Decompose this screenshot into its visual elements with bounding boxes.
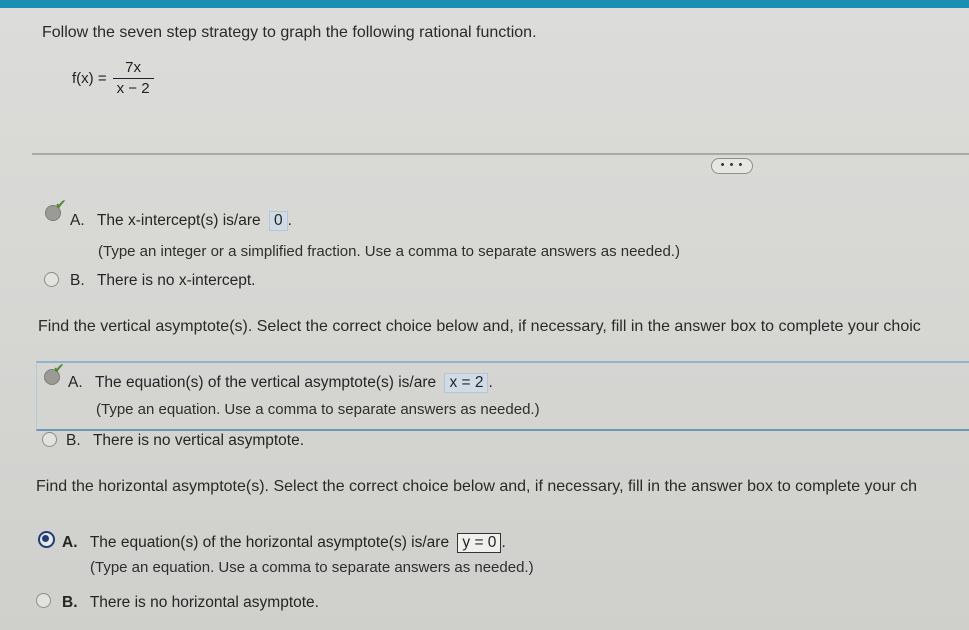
option-text: The x-intercept(s) is/are [96,212,261,229]
horizontal-option-b[interactable] [62,594,319,612]
x-intercept-answer-box[interactable]: 0 [269,211,288,231]
vertical-asymptote-prompt: Find the vertical asymptote(s). Select the correct choice below and, if necessary, fill in the answer box to complete your choic [38,318,921,335]
option-letter: A. [68,374,83,391]
option-suffix: . [488,374,493,391]
option-suffix: . [501,534,506,551]
option-letter: B. [62,594,78,611]
vertical-hint: (Type an equation. Use a comma to separate answers as needed.) [96,401,540,418]
horizontal-hint: (Type an equation. Use a comma to separate answers as needed.) [90,559,534,576]
x-intercept-option-a[interactable] [70,211,292,231]
option-text: There is no vertical asymptote. [92,432,305,449]
vertical-option-a[interactable] [68,373,493,393]
vertical-selected-panel [36,361,969,431]
horizontal-option-b-radio[interactable] [36,593,51,608]
option-text: The equation(s) of the vertical asymptote(s) is/are [94,374,437,391]
function-lhs: f(x) = [72,70,107,87]
correct-check-icon: ✔ [55,196,67,212]
option-text: There is no horizontal asymptote. [89,594,319,611]
option-letter: A. [70,212,85,229]
horizontal-asymptote-prompt: Find the horizontal asymptote(s). Select the correct choice below and, if necessary, fill in the answer box to complete your ch [36,478,918,495]
vertical-answer-box[interactable]: x = 2 [444,373,488,393]
option-suffix: . [287,212,292,229]
vertical-option-b-radio[interactable] [42,432,57,447]
section-divider [32,153,969,155]
function-denominator: x − 2 [113,78,154,99]
option-text: There is no x-intercept. [96,272,256,289]
x-intercept-option-b-radio[interactable] [44,272,59,287]
horizontal-answer-box[interactable]: y = 0 [457,533,501,553]
function-numerator: 7x [125,59,141,76]
x-intercept-option-b[interactable] [70,272,255,290]
function-fraction [113,58,154,99]
more-options-button[interactable]: • • • [711,158,753,174]
option-letter: B. [70,272,85,289]
vertical-option-b[interactable] [66,432,304,450]
option-letter: A. [62,534,78,551]
option-text: The equation(s) of the horizontal asymptote(s) is/are [89,534,450,551]
option-letter: B. [66,432,81,449]
instruction-text: Follow the seven step strategy to graph the following rational function. [42,24,537,41]
top-accent-bar [0,0,969,8]
horizontal-option-a[interactable] [62,533,506,553]
correct-check-icon: ✔ [53,360,65,376]
x-intercept-hint: (Type an integer or a simplified fraction. Use a comma to separate answers as needed.) [98,243,680,260]
function-definition [72,58,154,99]
horizontal-option-a-radio[interactable] [38,531,55,548]
